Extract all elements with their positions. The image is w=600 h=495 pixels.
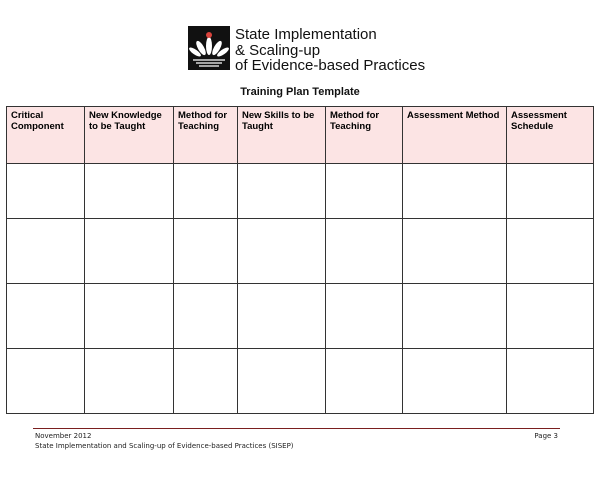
footer-organization: State Implementation and Scaling-up of Evidence-based Practices (SISEP): [35, 442, 294, 450]
table-cell: [326, 164, 403, 219]
table-cell: [507, 164, 594, 219]
table-cell: [85, 284, 174, 349]
column-header: Method for Teaching: [174, 107, 238, 164]
footer-date: November 2012: [35, 432, 92, 440]
table-cell: [326, 349, 403, 414]
table-cell: [174, 284, 238, 349]
title-line-3: of Evidence-based Practices: [235, 57, 426, 74]
column-header: Method for Teaching: [326, 107, 403, 164]
footer-divider: [33, 428, 560, 429]
column-header: Assessment Method: [403, 107, 507, 164]
table-cell: [7, 219, 85, 284]
table-cell: [174, 164, 238, 219]
table-cell: [507, 349, 594, 414]
table-cell: [238, 284, 326, 349]
table-cell: [85, 164, 174, 219]
table-cell: [507, 219, 594, 284]
table-cell: [326, 284, 403, 349]
column-header: New Knowledge to be Taught: [85, 107, 174, 164]
table-cell: [7, 284, 85, 349]
column-header: Critical Component: [7, 107, 85, 164]
table-cell: [7, 164, 85, 219]
table-cell: [403, 349, 507, 414]
table-cell: [174, 219, 238, 284]
title-line-2: & Scaling-up: [235, 41, 321, 59]
table-cell: [238, 349, 326, 414]
column-header: Assessment Schedule: [507, 107, 594, 164]
table-row: [7, 349, 594, 414]
document-title: [235, 27, 425, 74]
table-cell: [507, 284, 594, 349]
table-cell: [85, 349, 174, 414]
sisep-logo-icon: [188, 26, 230, 70]
table-cell: [174, 349, 238, 414]
page-number: Page 3: [534, 432, 558, 440]
table-row: [7, 284, 594, 349]
table-cell: [326, 219, 403, 284]
title-line-1: State Implementation: [235, 26, 377, 43]
table-cell: [403, 284, 507, 349]
table-cell: [403, 219, 507, 284]
table-cell: [238, 164, 326, 219]
training-plan-table: [6, 106, 594, 414]
table-cell: [403, 164, 507, 219]
table-cell: [7, 349, 85, 414]
table-cell: [238, 219, 326, 284]
table-header-row: [7, 107, 594, 164]
table-cell: [85, 219, 174, 284]
column-header: New Skills to be Taught: [238, 107, 326, 164]
table-row: [7, 219, 594, 284]
template-subtitle: Training Plan Template: [240, 86, 360, 98]
table-row: [7, 164, 594, 219]
